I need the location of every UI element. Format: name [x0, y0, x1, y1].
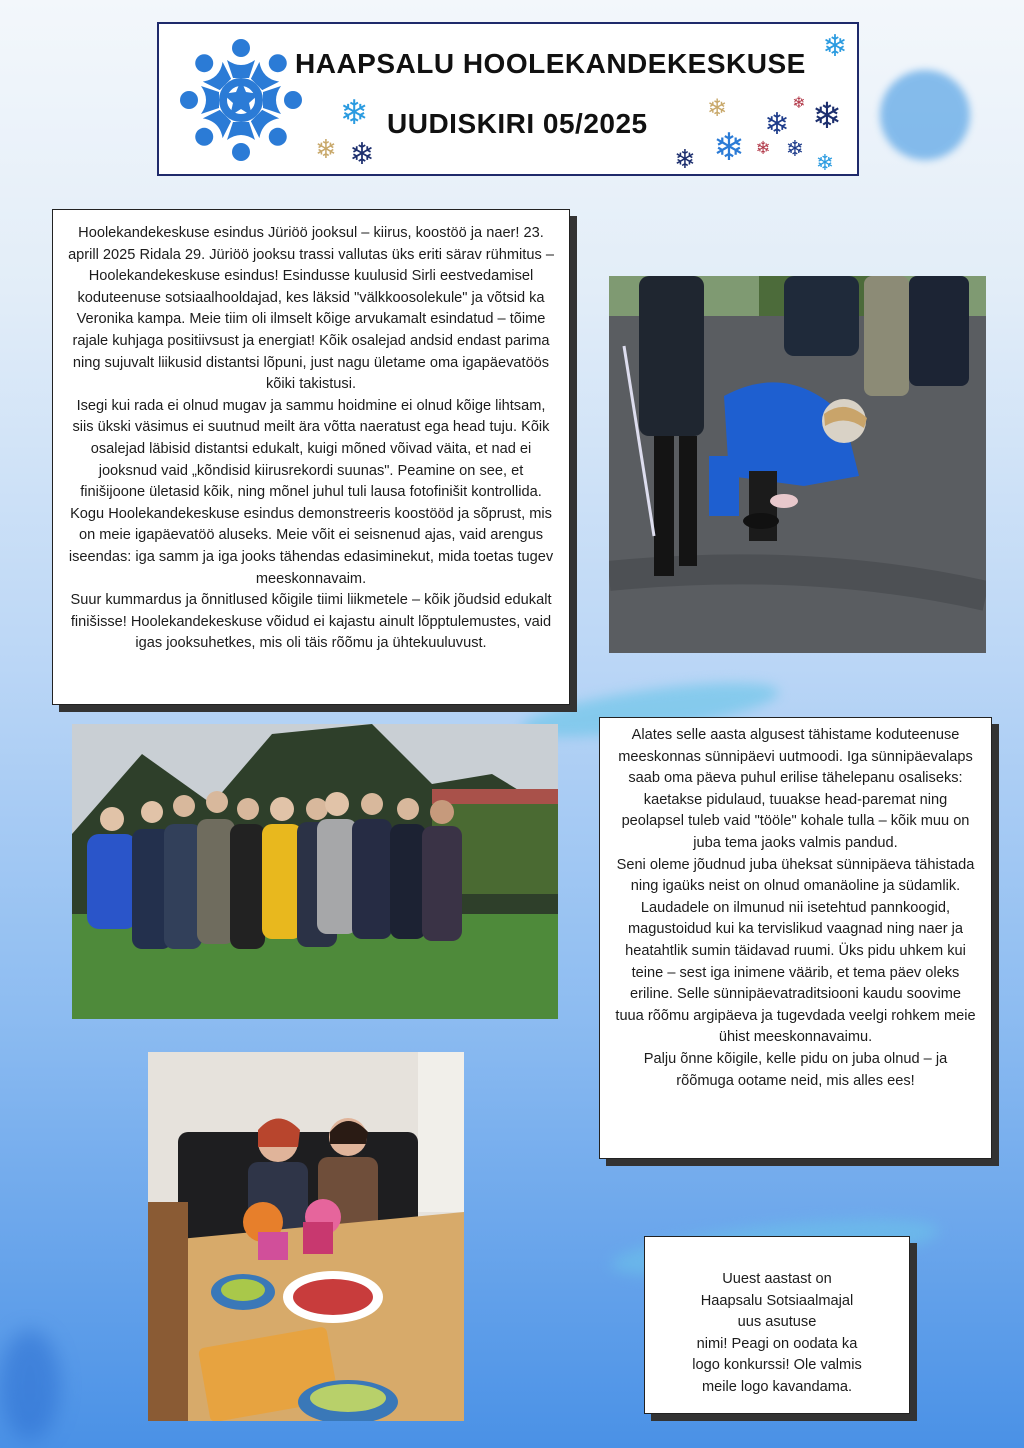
note-line: Uuest aastast on — [722, 1271, 832, 1287]
article-paragraph: Alates selle aasta algusest tähistame koduteenuse meeskonnas sünnipäevi uutmoodi. Iga sünnipäevalaps saab oma päeva puhul erilise tähelepanu osaliseks: kaetakse pidulaud, tuuakse head-paremat ning peolapsel tuleb vaid "tööle" kohale tulla – kõik muu on juba tema jaoks valmis pandud. — [618, 727, 973, 851]
photo-team-group — [72, 724, 558, 1019]
svg-text:❄: ❄ — [755, 138, 771, 159]
note-new-name-logo-contest — [644, 1236, 910, 1414]
article-paragraph: Suur kummardus ja õnnitlused kõigile tiimi liikmetele – kõik jõudsid edukalt finišisse! Hoolekandekeskuse võidud ei kajastu ainult lõpptulemustes, vaid igas jooksuhetkes, mis oli täis rõõmu ja ühtekuuluvust. — [70, 592, 552, 652]
note-line: logo konkurssi! Ole valmis — [692, 1357, 862, 1374]
article-juriöö-run — [52, 209, 570, 705]
svg-text:❄: ❄ — [706, 94, 728, 122]
svg-text:❄: ❄ — [792, 93, 806, 112]
note-line: Haapsalu Sotsiaalmajal — [700, 1292, 854, 1309]
svg-text:❄: ❄ — [815, 151, 835, 176]
photo-birthday-table — [148, 1052, 464, 1421]
svg-text:❄: ❄ — [315, 135, 337, 165]
svg-text:❄: ❄ — [785, 137, 805, 162]
note-line: nimi! Peagi on oodata ka — [696, 1335, 858, 1352]
snowflake-people-logo-icon — [171, 30, 311, 170]
svg-text:❄: ❄ — [764, 107, 790, 142]
note-line: uus asutuse — [737, 1314, 817, 1331]
newsletter-header — [157, 22, 859, 176]
svg-text:❄: ❄ — [822, 29, 848, 64]
article-paragraph: Seni oleme jõudnud juba üheksat sünnipäeva tähistada ning igaüks neist on olnud omanäoline ja südamlik. Laudadele on ilmunud nii isetehtud pannkoogid, magustoidud kui ka tervislikud vaagnad ning naer ja heatahtlik sumin täidavad ruumi. Üks pidu uhkem kui teine – sest iga inimene väärib, et tema päev oleks eriline. Selle sünnipäevatraditsiooni kaudu soovime tuua rõõmu argipäeva ja tugevdada veelgi rohkem meie ühist meeskonnavaimu. — [615, 856, 976, 1046]
svg-text:❄: ❄ — [339, 93, 369, 133]
newsletter-title-line1: HAAPSALU HOOLEKANDEKESKUSE — [295, 48, 806, 79]
newsletter-title-line2: UUDISKIRI 05/2025 — [387, 108, 648, 139]
article-paragraph: Hoolekandekeskuse esindus Jüriöö jooksul – kiirus, koostöö ja naer! 23. aprill 2025 Ridala 29. Jüriöö jooksu trassi vallutas üks eriti särav rühmitus – Hoolekandekeskuse esindus! Esindusse kuulusid Sirli eestvedamisel koduteenuse sotsiaalhooldajad, kes läksid "välkkoosolekule" ja võtsid ka Veronika kampa. Meie tiim oli ilmselt kõige arvukamalt esindatud – tõime rajale kuhjaga positiivsust ja energiat! Kõik osalejad andsid endast parima ning sujuvalt liikusid distantsi lõpuni, just nagu ületame oma igapäevatöös kõiki takistusi. — [68, 225, 554, 393]
svg-text:❄: ❄ — [713, 125, 745, 169]
note-line: meile logo kavandama. — [701, 1378, 853, 1395]
photo-runner-on-road — [609, 276, 986, 653]
svg-text:❄: ❄ — [811, 96, 843, 137]
svg-text:❄: ❄ — [674, 145, 696, 175]
article-paragraph: Palju õnne kõigile, kelle pidu on juba olnud – ja rõõmuga ootame neid, mis alles ees! — [643, 1050, 948, 1089]
svg-text:❄: ❄ — [349, 137, 375, 172]
article-paragraph: Isegi kui rada ei olnud mugav ja sammu hoidmine ei olnud kõige lihtsam, siis ükski väsimus ei suutnud meilt ära võtta naeratust ega head tuju. Kõik osalejad läbisid distantsi edukalt, kuigi mõned võivad väita, et nad ei jooksnud vaid „kõndisid kiirusrekordi suunas". Peamine on see, et finišijoone ületasid kõik, ning mõnel juhul tuli lausa fotofinišit kontrollida. Kogu Hoolekandekeskuse esindus demonstreeris koostööd ja sõprust, mis on meie igapäevatöö aluseks. Meie võit ei seisnenud ajas, vaid arengus iseendas: iga samm ja iga jooks tähendas edasiminekut, mida toetas tugev meeskonnavaim. — [68, 397, 554, 587]
background-brush-stroke — [0, 1330, 60, 1440]
article-birthday-tradition — [599, 717, 992, 1159]
background-brush-stroke — [880, 70, 970, 160]
